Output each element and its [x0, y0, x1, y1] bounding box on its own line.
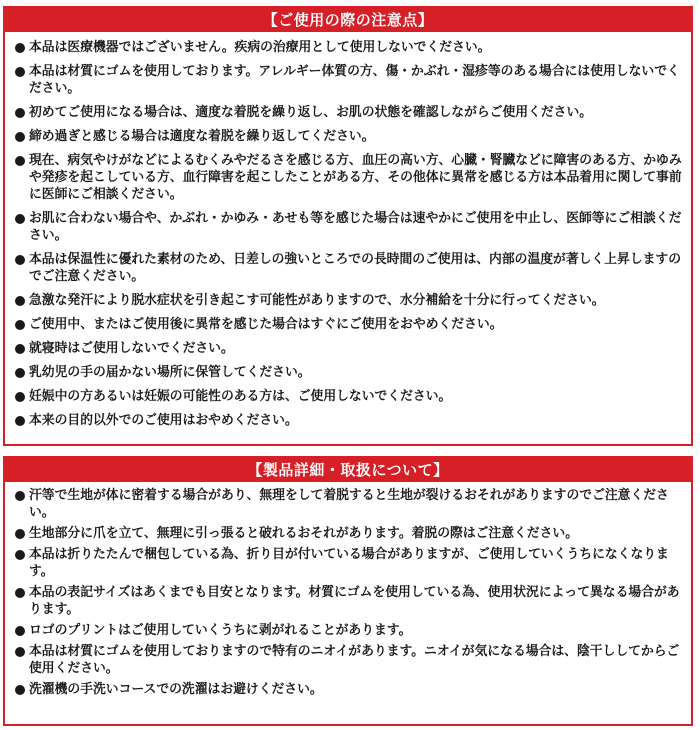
list-item-text: 本品は材質にゴムを使用しておりますので特有のニオイがあります。ニオイが気になる場合は、陰干ししてからご使用ください。 — [29, 644, 680, 676]
bullet-icon — [15, 67, 25, 77]
list-item-text: 本品は折りたたんで梱包している為、折り目が付いている場合がありますが、ご使用していくうちになくなります。 — [29, 547, 669, 579]
list-item-text: ご使用中、またはご使用後に異常を感じた場合はすぐにご使用をおやめください。 — [29, 317, 503, 332]
section-title: 【製品詳細・取扱について】 — [5, 458, 691, 482]
bullet-icon — [15, 491, 25, 501]
bullet-icon — [15, 214, 25, 224]
list-item — [15, 340, 683, 357]
list-item — [15, 681, 683, 698]
list-item — [15, 316, 683, 333]
bullet-icon — [15, 296, 25, 306]
bullet-icon — [15, 529, 25, 539]
bullet-icon — [15, 156, 25, 166]
list-item — [15, 364, 683, 381]
bullet-icon — [15, 43, 25, 53]
usage-precautions-section — [3, 6, 693, 446]
list-item — [15, 104, 683, 121]
bullet-icon — [15, 392, 25, 402]
bullet-icon — [15, 588, 25, 598]
list-item-text: ロゴのプリントはご使用していくうちに剥がれることがあります。 — [29, 623, 412, 638]
bullet-icon — [15, 255, 25, 265]
list-item — [15, 152, 683, 203]
bullet-icon — [15, 132, 25, 142]
list-item-text: 就寝時はご使用しないでください。 — [29, 341, 234, 356]
list-item — [15, 251, 683, 285]
list-item — [15, 63, 683, 97]
list-item-text: 本来の目的以外でのご使用はおやめください。 — [29, 413, 298, 428]
list-item-text: お肌に合わない場合や、かぶれ・かゆみ・あせも等を感じた場合は速やかにご使用を中止し、医師等にご相談ください。 — [29, 211, 682, 243]
bullet-icon — [15, 344, 25, 354]
bullet-icon — [15, 416, 25, 426]
list-item-text: 洗濯機の手洗いコースでの洗濯はお避けください。 — [29, 682, 323, 697]
list-item — [15, 487, 683, 521]
list-item-text: 締め過ぎと感じる場合は適度な着脱を繰り返してください。 — [29, 129, 375, 144]
product-details-section — [3, 456, 693, 726]
list-item — [15, 39, 683, 56]
list-item-text: 汗等で生地が体に密着する場合があり、無理をして着脱すると生地が裂けるおそれがありますのでご注意ください。 — [29, 488, 669, 520]
list-item — [15, 210, 683, 244]
list-item-text: 急激な発汗により脱水症状を引き起こす可能性がありますので、水分補給を十分に行ってください。 — [29, 293, 605, 308]
list-item — [15, 412, 683, 429]
list-item-text: 乳幼児の手の届かない場所に保管してください。 — [29, 365, 311, 380]
list-item — [15, 546, 683, 580]
bullet-icon — [15, 647, 25, 657]
bullet-icon — [15, 320, 25, 330]
list-item-text: 妊娠中の方あるいは妊娠の可能性のある方は、ご使用しないでください。 — [29, 389, 452, 404]
list-item — [15, 388, 683, 405]
bullet-icon — [15, 550, 25, 560]
list-item-text: 初めてご使用になる場合は、適度な着脱を繰り返し、お肌の状態を確認しながらご使用ください。 — [29, 105, 593, 120]
bullet-icon — [15, 108, 25, 118]
list-item — [15, 622, 683, 639]
list-item-text: 本品の表記サイズはあくまでも目安となります。材質にゴムを使用している為、使用状況によって異なる場合があります。 — [29, 585, 680, 617]
list-item — [15, 584, 683, 618]
list-item-text: 本品は保温性に優れた素材のため、日差しの強いところでの長時間のご使用は、内部の温度が著しく上昇しますのでご注意ください。 — [29, 252, 682, 284]
list-item-text: 現在、病気やけがなどによるむくみやだるさを感じる方、血圧の高い方、心臓・腎臓などに障害のある方、かゆみや発疹を起こしている方、血行障害を起こしたことがある方、その他体に異常を感じる方は本品着用に関して事前に医師にご相談ください。 — [29, 153, 682, 202]
bullet-icon — [15, 626, 25, 636]
list-item — [15, 643, 683, 677]
list-item-text: 本品は医療機器ではございません。疾病の治療用として使用しないでください。 — [29, 40, 491, 55]
bullet-icon — [15, 685, 25, 695]
details-list — [5, 482, 691, 698]
list-item — [15, 292, 683, 309]
section-title: 【ご使用の際の注意点】 — [5, 8, 691, 32]
bullet-icon — [15, 368, 25, 378]
precautions-list — [5, 32, 691, 429]
list-item-text: 生地部分に爪を立て、無理に引っ張ると破れるおそれがあります。着脱の際はご注意ください。 — [29, 526, 578, 541]
list-item-text: 本品は材質にゴムを使用しております。アレルギー体質の方、傷・かぶれ・湿疹等のある場合には使用しないでください。 — [29, 64, 680, 96]
list-item — [15, 128, 683, 145]
list-item — [15, 525, 683, 542]
